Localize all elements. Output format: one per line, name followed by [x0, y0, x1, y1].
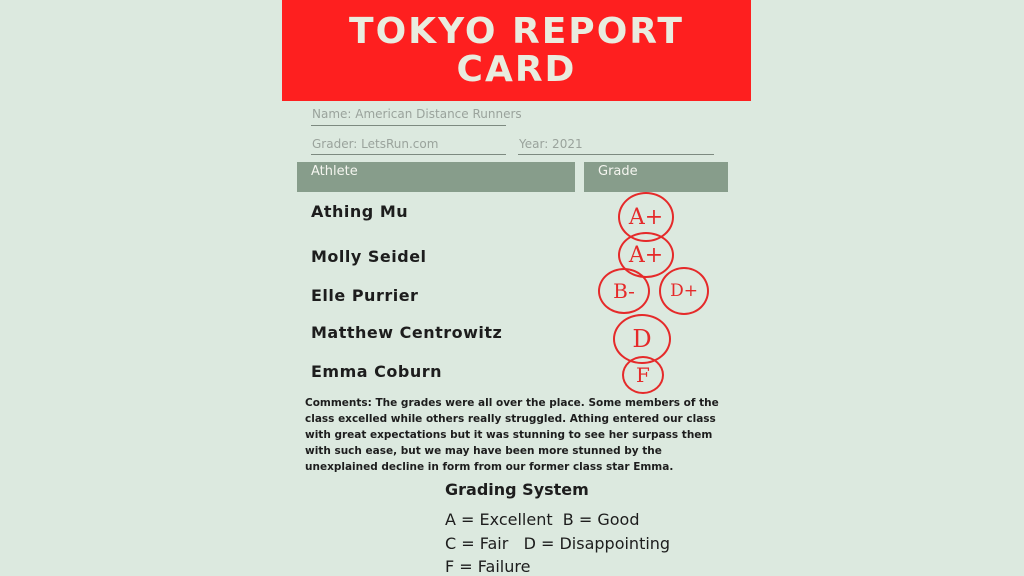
grading-system-line: A = Excellent B = Good	[445, 510, 640, 529]
grade-circle: D+	[659, 267, 709, 315]
athlete-name: Molly Seidel	[311, 247, 427, 266]
title-banner	[282, 0, 751, 101]
grading-system-title: Grading System	[445, 480, 589, 499]
name-underline	[311, 125, 506, 126]
grading-system-line: F = Failure	[445, 557, 531, 576]
report-title: TOKYO REPORT CARD	[349, 10, 684, 90]
grader-underline	[311, 154, 506, 155]
year-field: Year: 2021	[519, 137, 583, 151]
comments-text: Comments: The grades were all over the place. Some members of the class excelled while others really struggled. Athing entered our class with great expectations but it was stunning to see her surpass them with such ease, but we may have been more stunned by the unexplained decline in form from our former class star Emma.	[305, 397, 719, 473]
athlete-header: Athlete	[297, 162, 575, 192]
grade-circle: D	[613, 314, 671, 364]
grade-circle: A+	[618, 192, 674, 242]
athlete-name: Elle Purrier	[311, 286, 419, 305]
grade-circle: F	[622, 356, 664, 394]
grade-header: Grade	[584, 162, 728, 192]
name-field: Name: American Distance Runners	[312, 107, 522, 121]
grading-system-line: C = Fair D = Disappointing	[445, 534, 671, 553]
athlete-name: Athing Mu	[311, 202, 409, 221]
grade-circle: A+	[618, 232, 674, 278]
grader-field: Grader: LetsRun.com	[312, 137, 439, 151]
grade-circle: B-	[598, 268, 650, 314]
athlete-name: Emma Coburn	[311, 362, 442, 381]
year-underline	[518, 154, 714, 155]
athlete-name: Matthew Centrowitz	[311, 323, 503, 342]
